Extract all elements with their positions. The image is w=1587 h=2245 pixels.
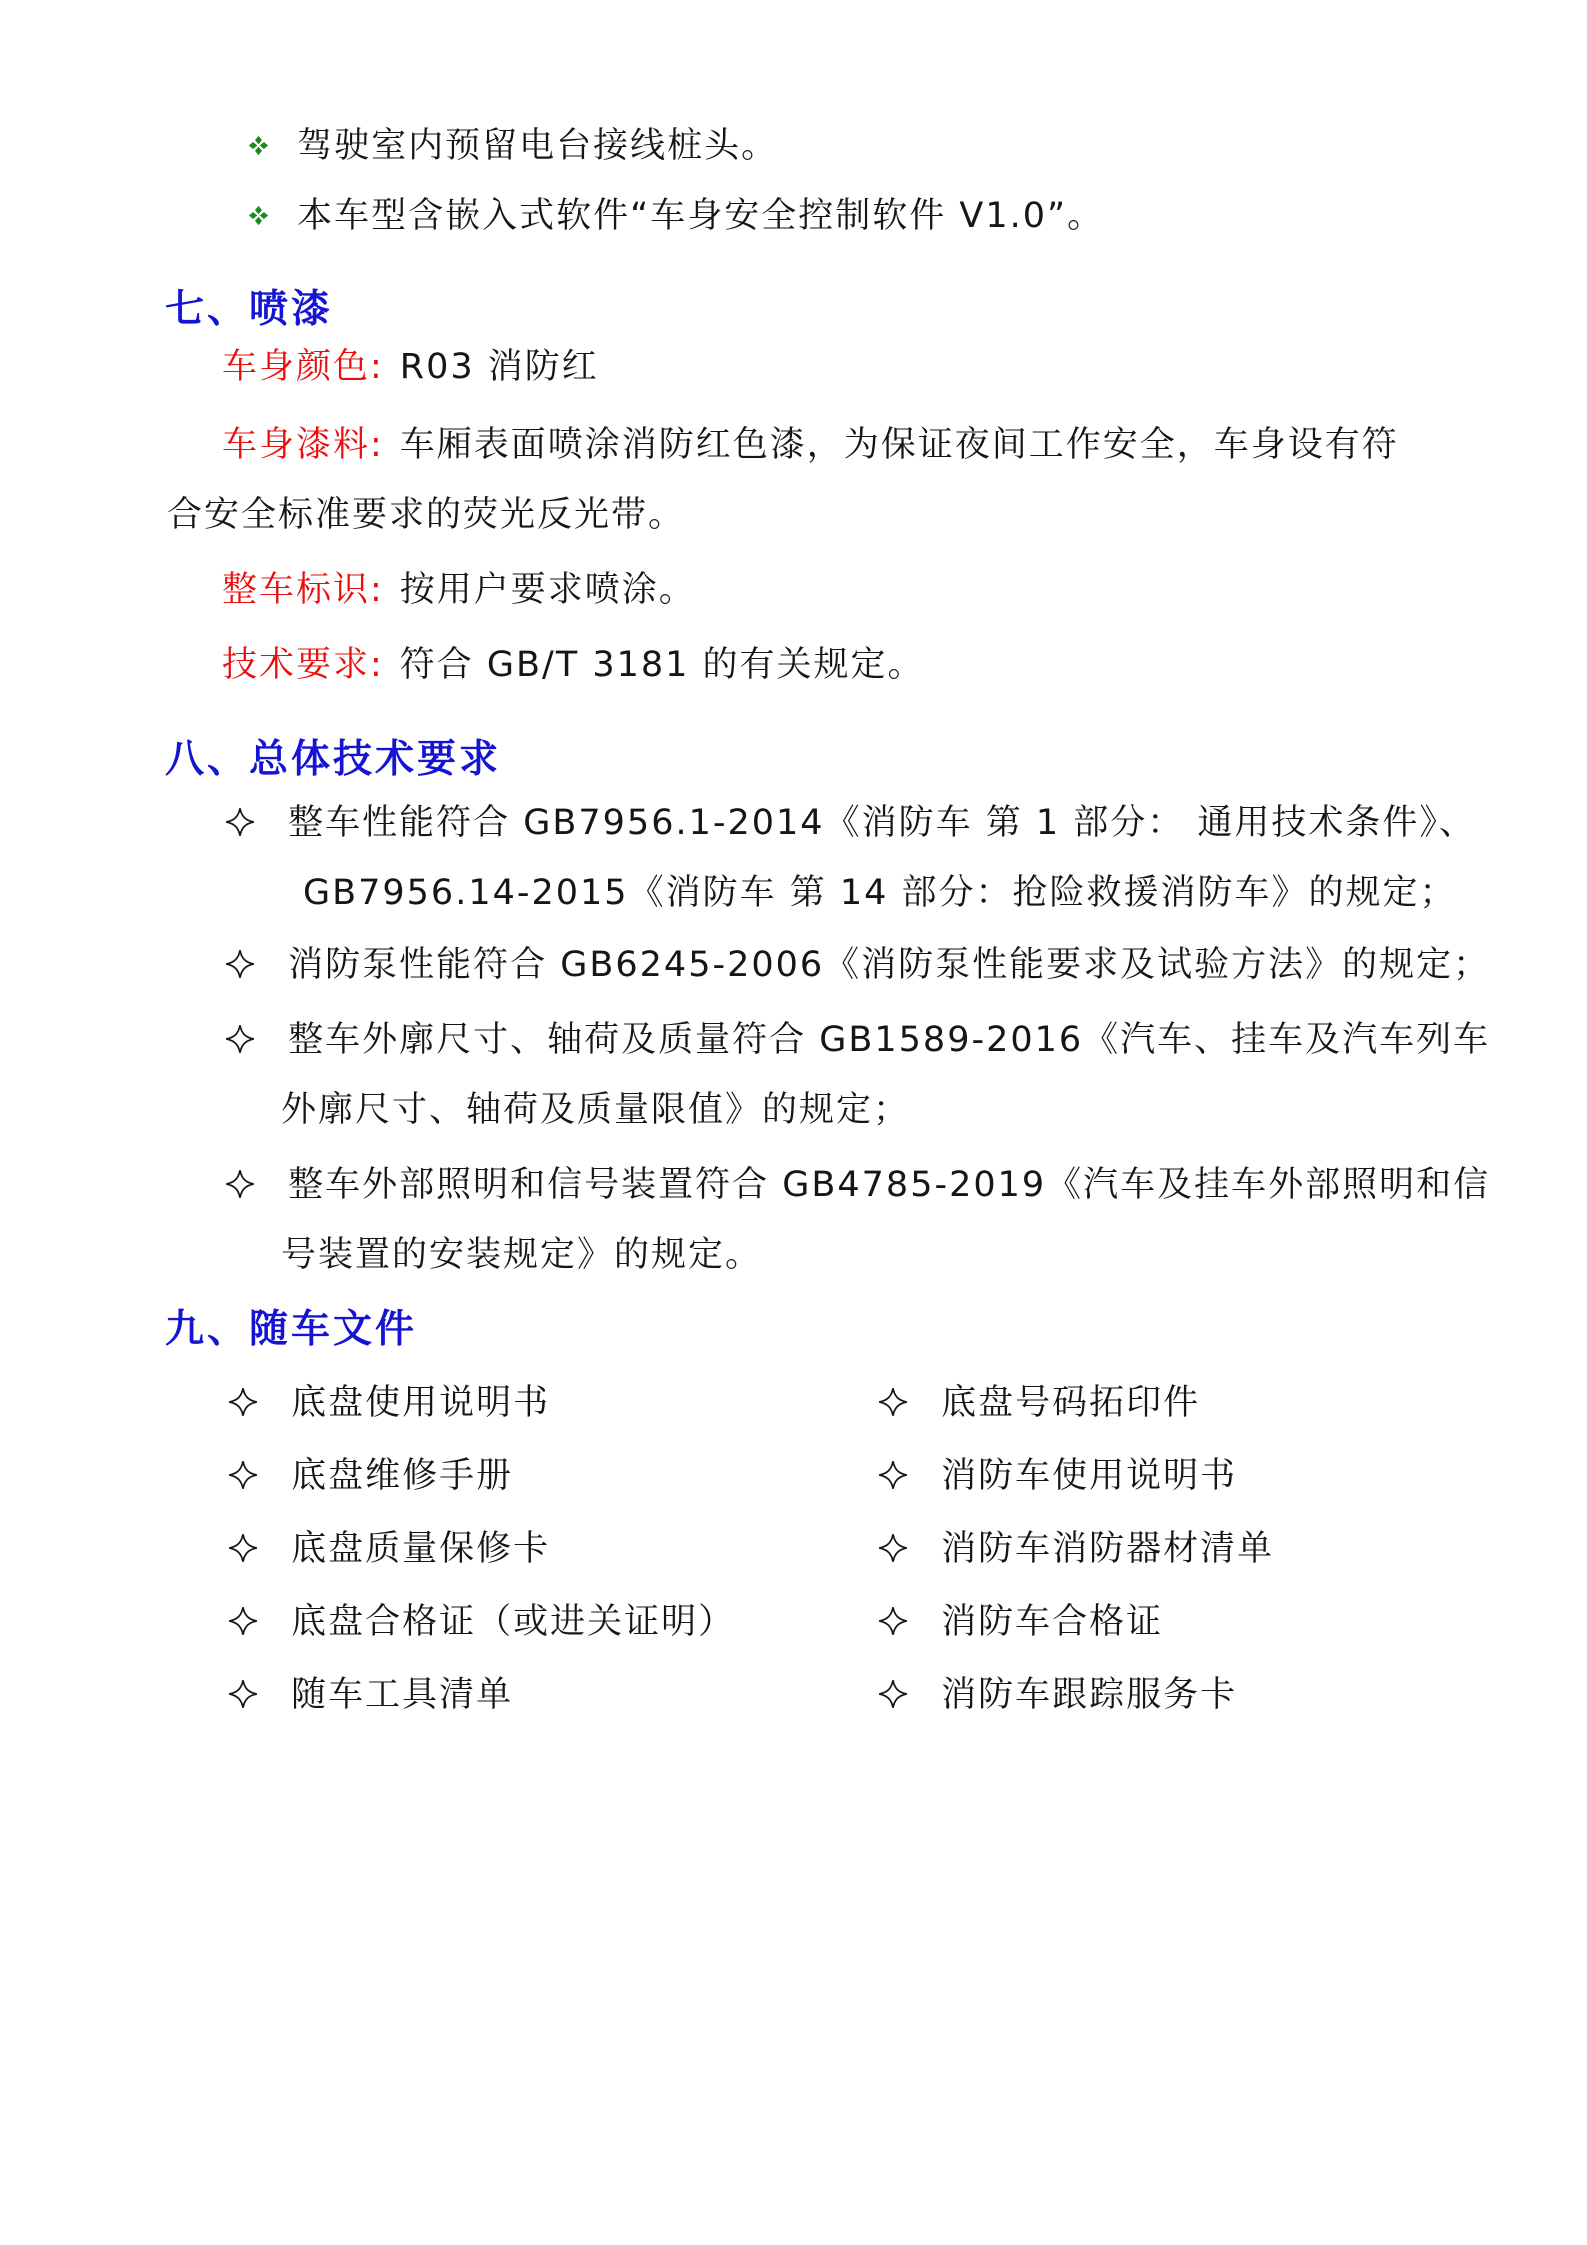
requirement-item <box>225 941 1490 992</box>
requirement-text-continued: GB7956.14-2015《消防车 第 14 部分：抢险救援消防车》的规定； <box>303 873 1457 913</box>
document-item-text: 底盘维修手册 <box>291 1456 514 1496</box>
requirement-text: 整车外部照明和信号装置符合 GB4785-2019《汽车及挂车外部照明和信 <box>288 1165 1491 1205</box>
document-item <box>228 1452 513 1503</box>
requirement-text-continued: 外廓尺寸、轴荷及质量限值》的规定； <box>281 1090 911 1130</box>
intro-bullet-item <box>248 121 778 170</box>
spec-value: 车厢表面喷涂消防红色漆，为保证夜间工作安全，车身设有符 <box>399 425 1399 465</box>
intro-bullet-text: 驾驶室内预留电台接线桩头。 <box>297 126 779 166</box>
paint-material-row <box>222 421 1399 469</box>
requirement-text: 整车性能符合 GB7956.1-2014《消防车 第 1 部分： 通用技术条件》、 <box>288 803 1476 843</box>
document-item-text: 随车工具清单 <box>291 1675 514 1715</box>
section-heading-documents: 九、随车文件 <box>165 1307 418 1352</box>
requirement-text: 整车外廓尺寸、轴荷及质量符合 GB1589-2016《汽车、挂车及汽车列车 <box>288 1020 1491 1060</box>
star-bullet-icon <box>878 1455 908 1503</box>
star-bullet-icon <box>225 944 255 992</box>
document-item-text: 底盘号码拓印件 <box>941 1383 1201 1423</box>
section-heading-general: 八、总体技术要求 <box>165 737 502 782</box>
star-bullet-icon <box>878 1528 908 1576</box>
paint-marking-row <box>222 566 696 614</box>
spec-label: 整车标识: <box>222 570 384 610</box>
paint-body-color-row <box>222 343 599 391</box>
requirement-text: 消防泵性能符合 GB6245-2006《消防泵性能要求及试验方法》的规定； <box>288 945 1491 985</box>
spec-value: 按用户要求喷涂。 <box>399 570 696 610</box>
section-heading-paint: 七、喷漆 <box>165 287 334 332</box>
intro-bullet-text: 本车型含嵌入式软件“车身安全控制软件 V1.0”。 <box>297 196 1105 236</box>
requirement-text-continued: 号装置的安装规定》的规定。 <box>281 1235 763 1275</box>
green-diamond-bullet-icon <box>248 121 269 169</box>
star-bullet-icon <box>878 1382 908 1430</box>
requirement-item <box>225 1016 1490 1067</box>
star-bullet-icon <box>225 802 255 850</box>
spec-value: R03 消防红 <box>399 347 599 387</box>
star-bullet-icon <box>228 1455 258 1503</box>
star-bullet-icon <box>228 1674 258 1722</box>
spec-label: 车身颜色: <box>222 347 384 387</box>
spec-label: 技术要求: <box>222 645 384 685</box>
document-item <box>878 1598 1163 1649</box>
document-item <box>228 1598 735 1649</box>
spec-label: 车身漆料: <box>222 425 384 465</box>
star-bullet-icon <box>228 1382 258 1430</box>
star-bullet-icon <box>225 1019 255 1067</box>
star-bullet-icon <box>225 1164 255 1212</box>
document-item-text: 消防车合格证 <box>941 1602 1164 1642</box>
document-item <box>228 1671 513 1722</box>
requirement-item <box>225 1161 1490 1212</box>
document-item-text: 底盘使用说明书 <box>291 1383 551 1423</box>
document-item-text: 消防车跟踪服务卡 <box>941 1675 1238 1715</box>
star-bullet-icon <box>878 1601 908 1649</box>
document-item <box>878 1452 1237 1503</box>
spec-value: 符合 GB/T 3181 的有关规定。 <box>399 645 925 685</box>
requirement-item <box>225 799 1476 850</box>
document-item-text: 底盘质量保修卡 <box>291 1529 551 1569</box>
document-item <box>878 1525 1274 1576</box>
star-bullet-icon <box>228 1601 258 1649</box>
document-item <box>878 1379 1200 1430</box>
document-item-text: 底盘合格证（或进关证明） <box>291 1602 736 1642</box>
paint-material-row-continued: 合安全标准要求的荧光反光带。 <box>167 495 686 535</box>
star-bullet-icon <box>878 1674 908 1722</box>
document-item <box>228 1379 550 1430</box>
document-item <box>228 1525 550 1576</box>
star-bullet-icon <box>228 1528 258 1576</box>
document-item-text: 消防车使用说明书 <box>941 1456 1238 1496</box>
intro-bullet-item <box>248 191 1104 240</box>
document-item-text: 消防车消防器材清单 <box>941 1529 1275 1569</box>
document-item <box>878 1671 1237 1722</box>
green-diamond-bullet-icon <box>248 191 269 239</box>
paint-tech-row <box>222 641 925 689</box>
